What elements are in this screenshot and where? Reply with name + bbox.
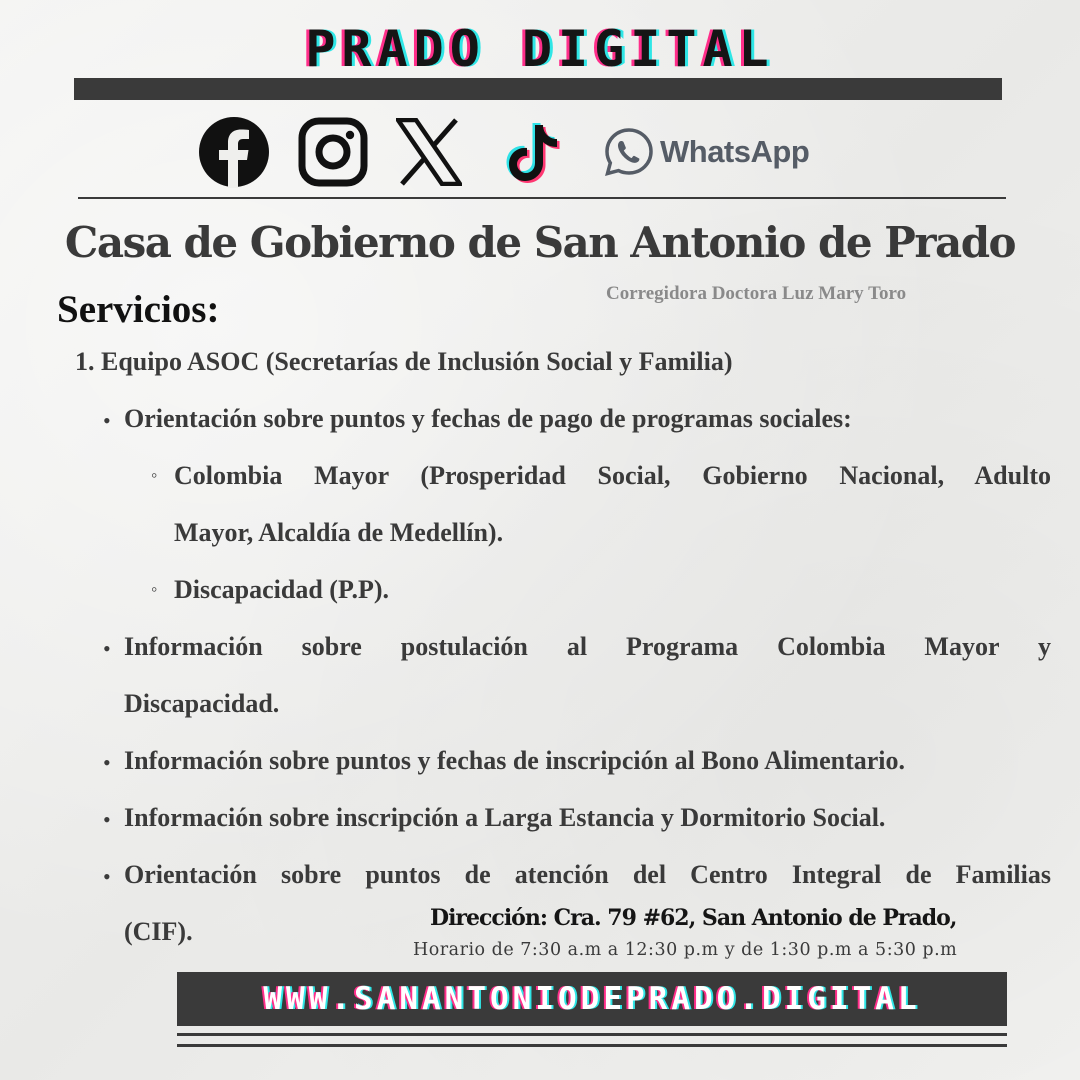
brand-title: PRADO DIGITAL (305, 20, 775, 78)
bullet-dot: • (103, 750, 111, 775)
website-link[interactable]: WWW.SANANTONIODEPRADO.DIGITAL (263, 981, 921, 1017)
bullet-dot: • (103, 636, 111, 661)
footer-rule (177, 1044, 1007, 1047)
list-item: Orientación sobre puntos y fechas de pago de programas sociales: (124, 404, 852, 433)
list-item: Información sobre inscripción a Larga Estancia y Dormitorio Social. (124, 803, 886, 832)
url-banner[interactable] (177, 972, 1007, 1026)
list-item-continued: Discapacidad. (124, 689, 280, 718)
header-bar (74, 78, 1002, 100)
list-item: Información sobre puntos y fechas de inscripción al Bono Alimentario. (124, 746, 906, 775)
address: Dirección: Cra. 79 #62, San Antonio de Prado, (430, 905, 957, 931)
page-title: Casa de Gobierno de San Antonio de Prado (64, 218, 1016, 267)
instagram-icon[interactable] (298, 114, 368, 190)
list-item: Orientación sobre puntos de atención del Centro Integral de Familias (124, 860, 1051, 889)
bullet-dot: • (103, 408, 111, 433)
divider (78, 197, 1006, 199)
services-heading: Servicios: (57, 288, 220, 331)
x-icon[interactable] (396, 114, 462, 190)
subtitle: Corregidora Doctora Luz Mary Toro (606, 283, 907, 304)
list-item: Información sobre postulación al Programa Colombia Mayor y (124, 632, 1051, 661)
bullet-dot: • (103, 807, 111, 832)
sub-list-item: Discapacidad (P.P). (174, 575, 389, 604)
list-item-continued: (CIF). (124, 917, 193, 946)
facebook-icon[interactable] (198, 114, 270, 190)
sub-list-item: Colombia Mayor (Prosperidad Social, Gobierno Nacional, Adulto (174, 461, 1051, 490)
tiktok-icon[interactable] (505, 114, 565, 190)
sub-bullet-circle: ◦ (151, 465, 158, 485)
footer-rule (177, 1033, 1007, 1036)
whatsapp-label: WhatsApp (660, 134, 810, 169)
bullet-dot: • (103, 864, 111, 889)
opening-hours: Horario de 7:30 a.m a 12:30 p.m y de 1:30 p.m a 5:30 p.m (413, 940, 958, 960)
sub-list-item-continued: Mayor, Alcaldía de Medellín). (174, 518, 504, 547)
whatsapp-icon[interactable] (604, 114, 809, 190)
numbered-item-1: 1. Equipo ASOC (Secretarías de Inclusión Social y Familia) (75, 347, 733, 376)
sub-bullet-circle: ◦ (151, 579, 158, 599)
